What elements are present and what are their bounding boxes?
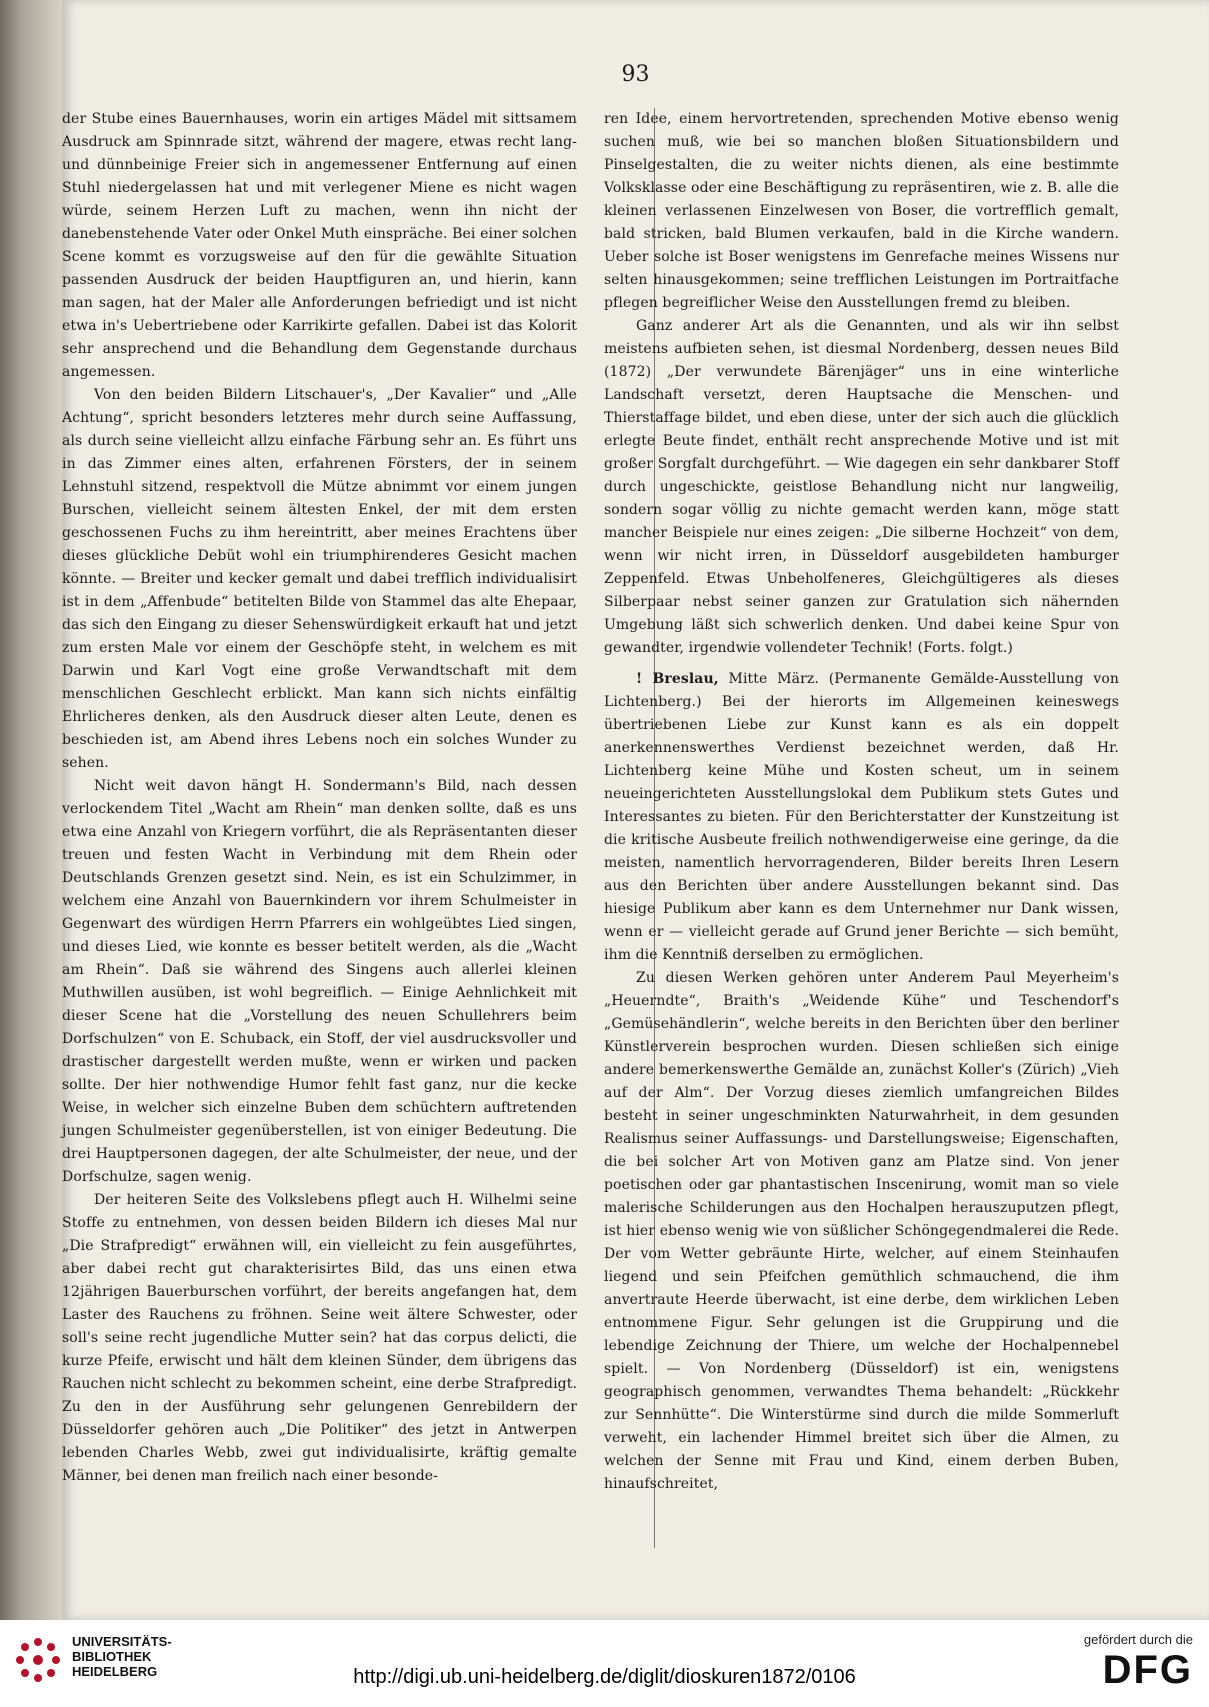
left-paragraph-2: Von den beiden Bildern Litschauer's, „Der Kavalier“ und „Alle Achtung“, spricht besonders letzteres mehr durch seine Auffassung, als durch seine vielleicht allzu einfache Färbung sehr an. Es führt uns in das Zimmer eines alten, erfahrenen Försters, der in seinem Lehnstuhl sitzend, respektvoll die Mütze abnimmt vor einem jungen Burschen, vielleicht seinem ältesten Enkel, der mit dem ersten geschossenen Fuchs zu ihm hereintritt, aber meines Erachtens über dieses glückliche Debüt wohl ein triumphirenderes Gesicht machen könnte. — Breiter und kecker gemalt und dabei trefflich individualisirt ist in dem „Affenbude“ betitelten Bilde von Stammel das alte Ehepaar, das sich den Eingang zu dieser Sehenswürdigkeit erkauft hat und jetzt zum ersten Male vor einem der Geschöpfe steht, in welchem es mit Darwin und Karl Vogt eine große Verwandtschaft mit dem menschlichen Geschlecht erblickt. Man kann sich nichts einfältig Ehrlicheres denken, als den Ausdruck dieser alten Leute, denen es beschieden ist, am Abend ihres Lebens noch ein solches Wunder zu sehen. [62, 387, 577, 771]
right-paragraph-1: ren Idee, einem hervortretenden, sprechenden Motive ebenso wenig suchen muß, wie bei so manchen bloßen Situationsbildern und Pinselgestalten, die zu weiter nichts dienen, als eine bestimmte Volksklasse oder eine Beschäftigung zu repräsentiren, wie z. B. alle die kleinen verlassenen Einzelwesen von Boser, die vortrefflich gemalt, bald stricken, bald Blumen verkaufen, bald in die Kirche wandern. Ueber solche ist Boser wenigstens im Genrefache meines Wissens nur selten hinausgekommen; seine trefflichen Leistungen im Portraitfache pflegen begreiflicher Weise den Ausstellungen fremd zu bleiben. [604, 111, 1119, 311]
dfg-logo-icon: DFG [1102, 1648, 1193, 1692]
page-number: 93 [621, 62, 650, 87]
library-name-line-1: UNIVERSITÄTS- [72, 1634, 172, 1649]
funded-by-caption: gefördert durch die [1083, 1632, 1193, 1647]
left-paragraph-3: Nicht weit davon hängt H. Sondermann's Bild, nach dessen verlockendem Titel „Wacht am Rhein“ man denken sollte, daß es uns etwa eine Anzahl von Kriegern vorführt, die als Repräsentanten dieser treuen und festen Wacht in Verbindung mit dem Rhein oder Deutschlands Grenzen gesetzt sind. Nein, es ist ein Schulzimmer, in welchem eine Anzahl von Bauernkindern vor ihrem Schulmeister in Gegenwart des würdigen Herrn Pfarrers ein wohlgeübtes Lied singen, und dieses Lied, wie konnte es besser betitelt werden, als die „Wacht am Rhein“. Daß sie während des Singens auch allerlei kleinen Muthwillen ausüben, ist wohl begreiflich. — Einige Aehnlichkeit mit dieser Scene hat die „Vorstellung des neuen Schullehrers beim Dorfschulzen“ von E. Schuback, ein Stoff, der viel ausdrucksvoller und drastischer dargestellt werden mußte, wenn er wirken und packen sollte. Der hier nothwendige Humor fehlt fast ganz, nur die kecke Weise, in welcher sich einzelne Buben dem schüchtern auftretenden jungen Schulmeister gegenüberstellen, ist von einiger Bedeutung. Die drei Hauptpersonen dagegen, der alte Schulmeister, der neue, und der Dorfschulze, sagen wenig. [62, 778, 577, 1185]
left-paragraph-1: der Stube eines Bauernhauses, worin ein artiges Mädel mit sittsamem Ausdruck am Spinnrade sitzt, während der magere, etwas recht lang- und dünnbeinige Freier sich in angemessener Entfernung auf einen Stuhl niedergelassen hat und mit verlegener Miene es nicht wagen würde, seinem Herzen Luft zu machen, wenn ihn nicht der danebenstehende Vater oder Onkel Muth einspräche. Bei einer solchen Scene kommt es vorzugsweise auf den für die gewählte Situation passenden Ausdruck der beiden Hauptfiguren an, und hierin, kann man sagen, hat der Maler alle Anforderungen befriedigt und ist nicht etwa in's Uebertriebene oder Karrikirte gefallen. Dabei ist das Kolorit sehr ansprechend und die Behandlung dem Gegenstande durchaus angemessen. [62, 111, 577, 380]
library-name-line-2: BIBLIOTHEK [72, 1649, 152, 1664]
left-column [62, 108, 577, 1488]
previous-page-edge [0, 0, 62, 1620]
left-paragraph-4: Der heiteren Seite des Volkslebens pflegt auch H. Wilhelmi seine Stoffe zu entnehmen, von dessen beiden Bildern ich dieses Mal nur „Die Strafpredigt“ erwähnen will, ein vielleicht zu fein ausgeführtes, aber dabei recht gut charakterisirtes Bild, das uns einen etwa 12jährigen Bauerburschen vorführt, der bereits angefangen hat, dem Laster des Rauchens zu fröhnen. Seine weit ältere Schwester, oder soll's seine recht jugendliche Mutter sein? hat das corpus delicti, die kurze Pfeife, erwischt und hält dem kleinen Sünder, dem übrigens das Rauchen nicht schlecht zu bekommen scheint, eine derbe Strafpredigt. Zu den in der Ausführung sehr gelungenen Genrebildern der Düsseldorfer gehören auch „Die Politiker“ des jetzt in Antwerpen lebenden Charles Webb, zwei gut individualisirte, kräftig gemalte Männer, bei denen man freilich nach einer besonde- [62, 1192, 577, 1484]
permalink-url[interactable]: http://digi.ub.uni-heidelberg.de/diglit/dioskuren1872/0106 [353, 1666, 856, 1688]
footer-bar [0, 1620, 1209, 1707]
breslau-paragraph-2: Zu diesen Werken gehören unter Anderem Paul Meyerheim's „Heuerndte“, Braith's „Weidende Kühe“ und Teschendorf's „Gemüsehändlerin“, welche bereits in den Berichten über den berliner Künstlerverein besprochen wurden. Diesen schließen sich einige andere bemerkenswerthe Gemälde an, zunächst Koller's (Zürich) „Vieh auf der Alm“. Der Vorzug dieses ziemlich umfangreichen Bildes besteht in seiner ungeschminkten Naturwahrheit, in dem gesunden Realismus seiner Auffassungs- und Darstellungsweise; Eigenschaften, die bei solcher Art von Motiven ganz am Platze sind. Von jener poetischen oder gar phantastischen Inscenirung, womit man so viele malerische Schilderungen aus den Hochalpen herauszuputzen pflegt, ist hier ebenso wenig wie von süßlicher Schöngegendmalerei die Rede. Der vom Wetter gebräunte Hirte, welcher, auf einem Steinhaufen liegend und sein Pfeifchen gemüthlich schmauchend, die ihm anvertraute Heerde überwacht, ist eine derbe, dem wirklichen Leben entnommene Figur. Sehr gelungen ist die Gruppirung und die lebendige Zeichnung der Thiere, um welche der Hochalpennebel spielt. — Von Nordenberg (Düsseldorf) ist ein, wenigstens geographisch genommen, verwandtes Thema behandelt: „Rückkehr zur Sennhütte“. Die Winterstürme sind durch die milde Sommerluft verweht, ein lachender Himmel breitet sich über die Almen, zu welchen der Senne mit Frau und Kind, einem derben Buben, hinaufschreitet, [604, 970, 1119, 1492]
right-paragraph-2: Ganz anderer Art als die Genannten, und als wir ihn selbst meistens aufbieten sehen, ist diesmal Nordenberg, dessen neues Bild (1872) „Der verwundete Bärenjäger“ uns in eine winterliche Landschaft versetzt, deren Hauptsache die Menschen- und Thierstaffage bildet, und eben diese, unter der sich auch die glücklich erlegte Beute findet, enthält recht ansprechende Motive und ist mit großer Sorgfalt durchgeführt. — Wie dagegen ein sehr dankbarer Stoff durch ungeschickte, geistlose Behandlung nicht nur langweilig, sondern sogar völlig zu nichte gemacht werden kann, möge statt mancher Beispiele nur eines zeigen: „Die silberne Hochzeit“ von dem, wenn wir nicht irren, in Düsseldorf ausgebildeten hamburger Zeppenfeld. Etwas Unbeholfeneres, Gleichgültigeres als dieses Silberpaar nebst seiner ganzen zur Gratulation sich nähernden Umgebung läßt sich schwerlich denken. Und dabei keine Spur von gewandter, irgendwie vollendeter Technik! (Forts. folgt.) [604, 318, 1119, 656]
library-name-line-3: HEIDELBERG [72, 1664, 158, 1679]
right-column [604, 108, 1119, 1496]
breslau-dateline: ! Breslau, [636, 671, 719, 687]
breslau-text: Mitte März. (Permanente Gemälde-Ausstellung von Lichtenberg.) Bei der hierorts im Allgemeinen keineswegs übertriebenen Liebe zur Kunst kann es als ein doppelt anerkennenswerthes Verdienst bezeichnet werden, daß Hr. Lichtenberg keine Mühe und Kosten scheut, um in seinem neueingerichteten Ausstellungslokal dem Publikum stets Gutes und Interessantes zu bieten. Für den Berichterstatter der Kunstzeitung ist die kritische Ausbeute freilich nothwendigerweise eine geringe, da die meisten, namentlich hervorragenderen, Bilder bereits Ihren Lesern aus den Berichten über andere Ausstellungen bekannt sind. Das hiesige Publikum aber kann es dem Unternehmer nur Dank wissen, wenn er — vielleicht gerade auf Grund jener Berichte — sich bemüht, ihm die Kenntniß derselben zu ermöglichen. [604, 671, 1119, 963]
breslau-report [604, 668, 1119, 967]
